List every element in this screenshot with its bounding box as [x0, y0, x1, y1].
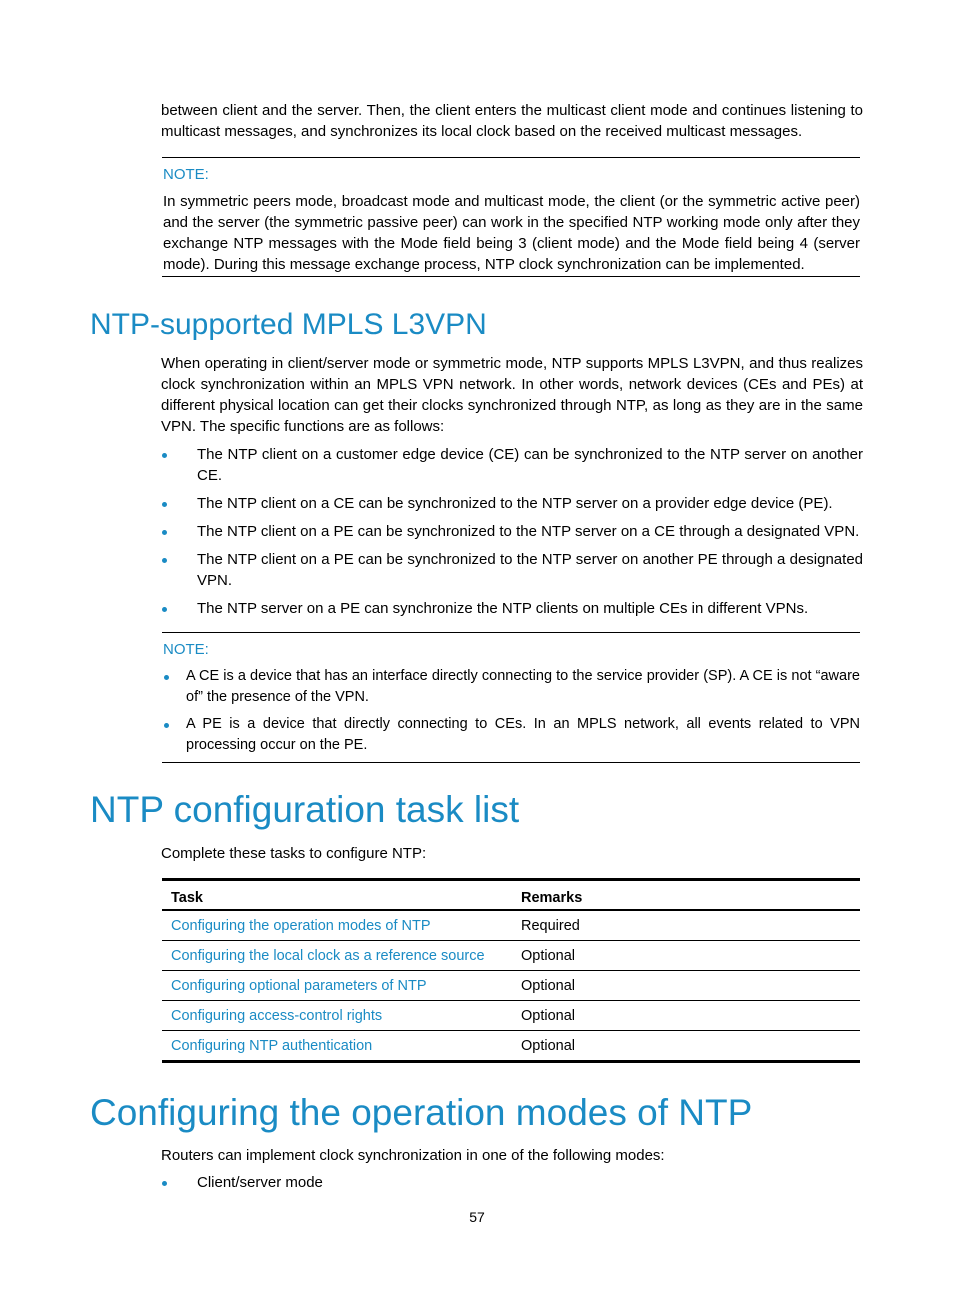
task-link[interactable]: Configuring the operation modes of NTP [162, 910, 512, 941]
note-text: In symmetric peers mode, broadcast mode and multicast mode, the client (or the symmetric active peer) and the server (the symmetric passive peer) can work in the specified NTP working mode only after they exchange NTP messages with the Mode field being 3 (client mode) and the Mode field being 4 (server mode). During this message exchange process, NTP clock synchronization can be implemented. [163, 193, 860, 273]
section-heading-modes: Configuring the operation modes of NTP [90, 1092, 753, 1133]
tasklist-paragraph: Complete these tasks to configure NTP: [161, 845, 427, 862]
note-label: NOTE: [163, 166, 209, 183]
bullet-icon [164, 723, 169, 728]
task-link[interactable]: Configuring optional parameters of NTP [162, 971, 512, 1001]
table-row [162, 1001, 860, 1031]
table-row [162, 971, 860, 1001]
column-header-remarks: Remarks [512, 880, 860, 911]
page-number: 57 [469, 1209, 485, 1225]
section-heading-mpls: NTP-supported MPLS L3VPN [90, 308, 487, 341]
list-item: The NTP client on a PE can be synchronized to the NTP server on a CE through a designated VPN. [161, 521, 863, 542]
note-bullet-list [162, 666, 860, 756]
bullet-icon [162, 1181, 167, 1186]
task-link[interactable]: Configuring NTP authentication [162, 1031, 512, 1062]
table-row [162, 910, 860, 941]
list-item: Client/server mode [161, 1172, 863, 1193]
list-item: The NTP client on a customer edge device (CE) can be synchronized to the NTP server on another CE. [161, 444, 863, 486]
table-row [162, 1031, 860, 1062]
remarks-cell: Optional [512, 971, 860, 1001]
table-row [162, 941, 860, 971]
note-box-2 [162, 632, 860, 763]
column-header-task: Task [162, 880, 512, 911]
remarks-cell: Optional [512, 1031, 860, 1062]
mpls-bullet-list [161, 444, 863, 626]
note-box-1 [162, 157, 860, 277]
task-table [162, 878, 860, 1063]
mpls-paragraph: When operating in client/server mode or symmetric mode, NTP supports MPLS L3VPN, and thus realizes clock synchronization within an MPLS VPN network. In other words, network devices (CEs and PEs) at different physical location can get their clocks synchronized through NTP, as long as they are in the same VPN. The specific functions are as follows: [161, 355, 863, 435]
bullet-icon [162, 502, 167, 507]
bullet-icon [162, 530, 167, 535]
list-item: The NTP client on a PE can be synchronized to the NTP server on another PE through a designated VPN. [161, 549, 863, 591]
list-item: A CE is a device that has an interface directly connecting to the service provider (SP). A CE is not “aware of” the presence of the VPN. [162, 666, 860, 708]
bullet-icon [162, 453, 167, 458]
task-link[interactable]: Configuring the local clock as a reference source [162, 941, 512, 971]
bullet-icon [164, 675, 169, 680]
section-heading-task-list: NTP configuration task list [90, 789, 520, 830]
modes-bullet-list [161, 1172, 863, 1200]
intro-paragraph: between client and the server. Then, the client enters the multicast client mode and continues listening to multicast messages, and synchronizes its local clock based on the received multicast messages. [161, 102, 863, 140]
table-header-row [162, 880, 860, 911]
list-item: A PE is a device that directly connecting to CEs. In an MPLS network, all events related to VPN processing occur on the PE. [162, 714, 860, 756]
remarks-cell: Optional [512, 1001, 860, 1031]
bullet-icon [162, 558, 167, 563]
note-label: NOTE: [163, 641, 209, 658]
list-item: The NTP server on a PE can synchronize the NTP clients on multiple CEs in different VPNs. [161, 598, 863, 619]
list-item: The NTP client on a CE can be synchronized to the NTP server on a provider edge device (PE). [161, 493, 863, 514]
remarks-cell: Required [512, 910, 860, 941]
bullet-icon [162, 607, 167, 612]
remarks-cell: Optional [512, 941, 860, 971]
task-link[interactable]: Configuring access-control rights [162, 1001, 512, 1031]
modes-paragraph: Routers can implement clock synchronization in one of the following modes: [161, 1147, 665, 1164]
